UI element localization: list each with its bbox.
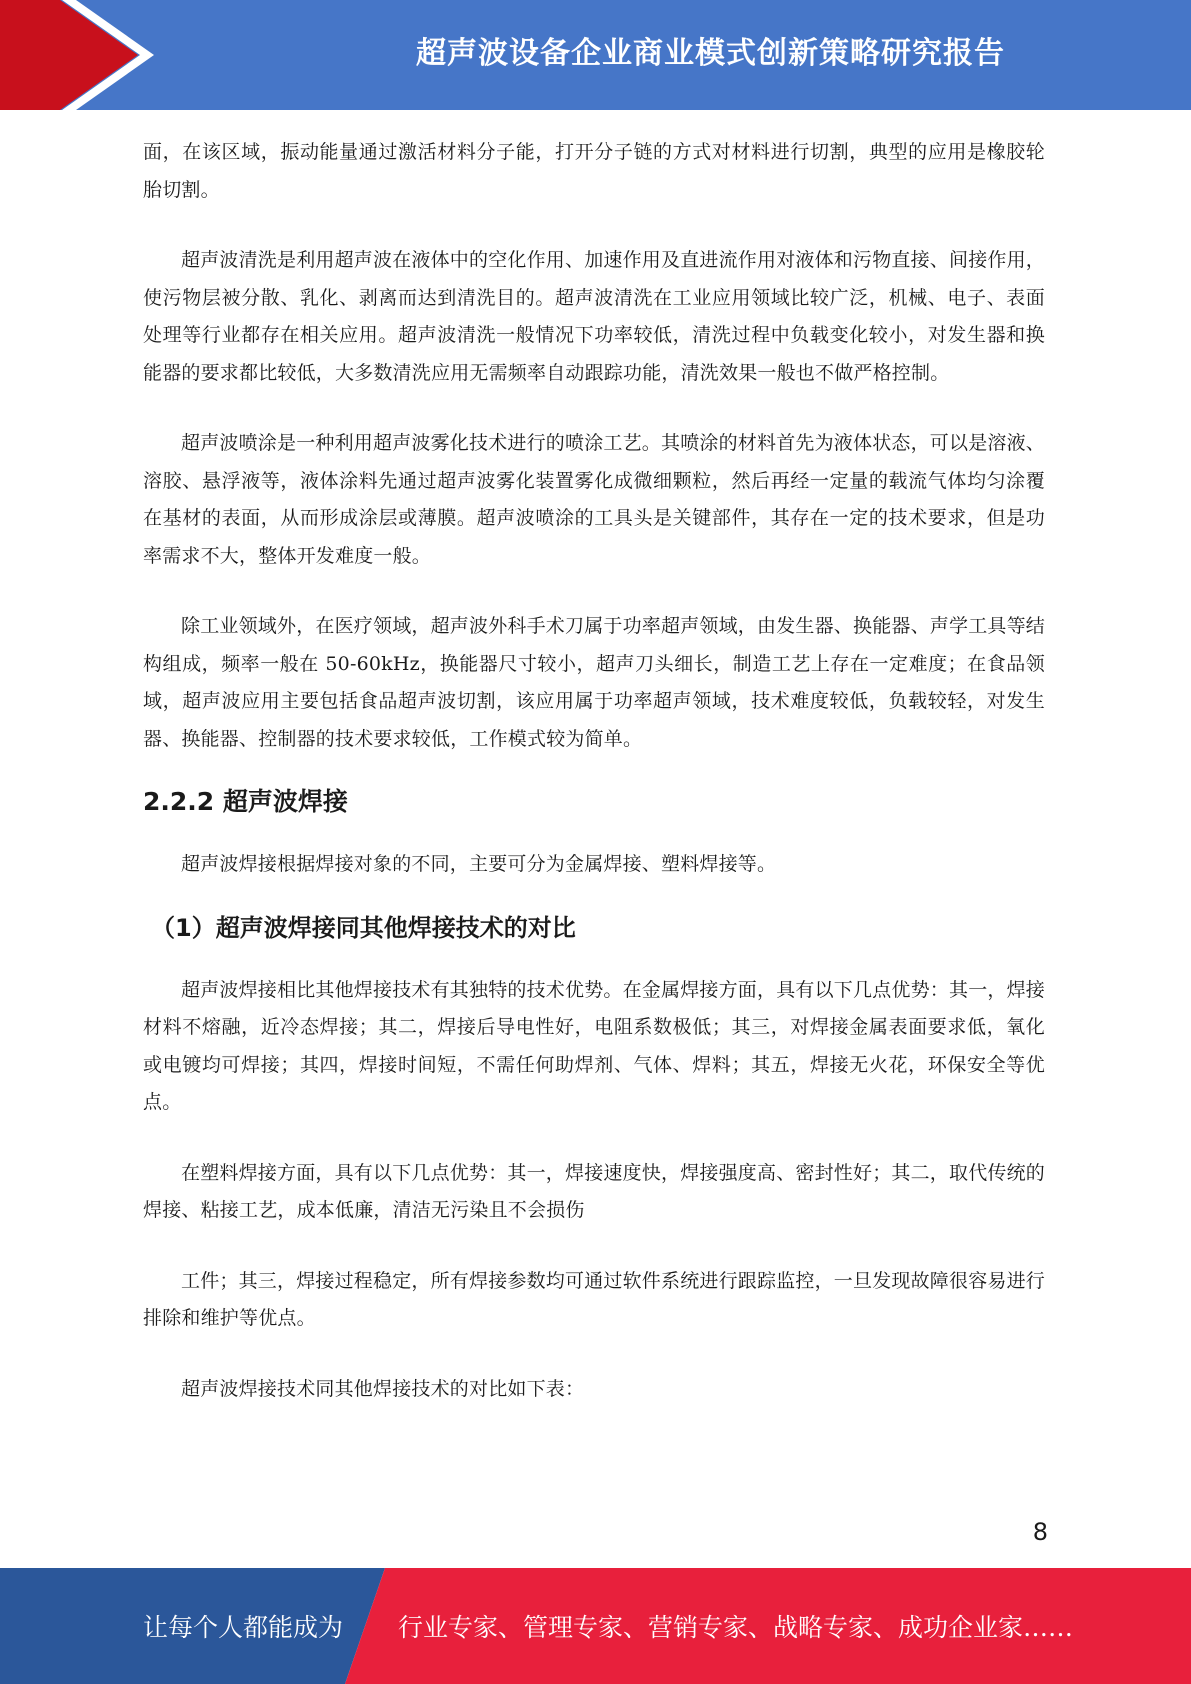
paragraph-plastic-welding-advantages: 在塑料焊接方面，具有以下几点优势：其一，焊接速度快，焊接强度高、密封性好；其二，取代传统的焊接、粘接工艺，成本低廉，清洁无污染且不会损伤 bbox=[143, 1161, 1046, 1221]
paragraph-cutting-continued: 面，在该区域，振动能量通过激活材料分子能，打开分子链的方式对材料进行切割，典型的应用是橡胶轮胎切割。 bbox=[143, 141, 1045, 201]
section-heading: 2.2.2 超声波焊接 bbox=[143, 787, 348, 816]
paragraph-welding-intro: 超声波焊接根据焊接对象的不同，主要可分为金属焊接、塑料焊接等。 bbox=[181, 853, 777, 875]
footer-slogan-right: 行业专家、管理专家、营销专家、战略专家、成功企业家…… bbox=[398, 1613, 1074, 1642]
paragraph-plastic-welding-continued: 工件；其三，焊接过程稳定，所有焊接参数均可通过软件系统进行跟踪监控，一旦发现故障很容易进行排除和维护等优点。 bbox=[143, 1269, 1046, 1329]
report-title: 超声波设备企业商业模式创新策略研究报告 bbox=[416, 36, 1005, 71]
page-footer bbox=[0, 1568, 1191, 1684]
paragraph-medical-food-applications: 除工业领域外，在医疗领域，超声波外科手术刀属于功率超声领域，由发生器、换能器、声学工具等结构组成，频率一般在 50-60kHz，换能器尺寸较小，超声刀头细长，制造工艺上存在一定难度；在食品领域，超声波应用主要包括食品超声波切割，该应用属于功率超声领域，技术难度较低，负载较轻，对发生器、换能器、控制器的技术要求较低，工作模式较为简单。 bbox=[143, 615, 1046, 750]
paragraph-ultrasonic-spraying: 超声波喷涂是一种利用超声波雾化技术进行的喷涂工艺。其喷涂的材料首先为液体状态，可以是溶液、溶胶、悬浮液等，液体涂料先通过超声波雾化装置雾化成微细颗粒，然后再经一定量的载流气体均匀涂覆在基材的表面，从而形成涂层或薄膜。超声波喷涂的工具头是关键部件，其存在一定的技术要求，但是功率需求不大，整体开发难度一般。 bbox=[143, 432, 1046, 567]
subsection-heading: （1）超声波焊接同其他焊接技术的对比 bbox=[151, 913, 576, 942]
paragraph-table-intro: 超声波焊接技术同其他焊接技术的对比如下表： bbox=[181, 1377, 585, 1400]
footer-slogan-left: 让每个人都能成为 bbox=[143, 1613, 344, 1642]
page-number: 8 bbox=[1032, 1518, 1048, 1546]
paragraph-ultrasonic-cleaning: 超声波清洗是利用超声波在液体中的空化作用、加速作用及直进流作用对液体和污物直接、间接作用，使污物层被分散、乳化、剥离而达到清洗目的。超声波清洗在工业应用领域比较广泛，机械、电子、表面处理等行业都存在相关应用。超声波清洗一般情况下功率较低，清洗过程中负载变化较小，对发生器和换能器的要求都比较低，大多数清洗应用无需频率自动跟踪功能，清洗效果一般也不做严格控制。 bbox=[143, 249, 1046, 384]
document-body bbox=[143, 134, 1045, 1408]
page-header bbox=[0, 0, 1191, 110]
paragraph-metal-welding-advantages: 超声波焊接相比其他焊接技术有其独特的技术优势。在金属焊接方面，具有以下几点优势：其一，焊接材料不熔融，近冷态焊接；其二，焊接后导电性好，电阻系数极低；其三，对焊接金属表面要求低，氧化或电镀均可焊接；其四，焊接时间短，不需任何助焊剂、气体、焊料；其五，焊接无火花，环保安全等优点。 bbox=[143, 978, 1046, 1113]
